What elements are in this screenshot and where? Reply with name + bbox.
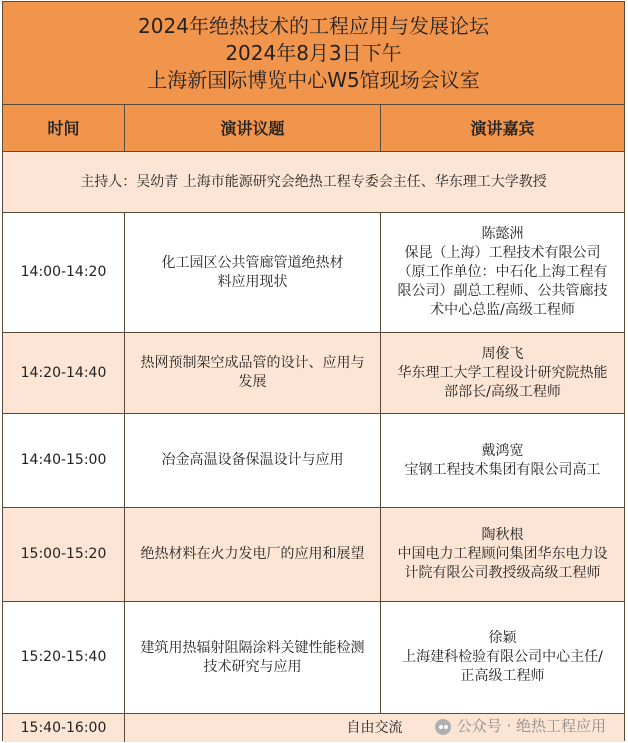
closing-time: 15:40-16:00 bbox=[3, 714, 125, 742]
session-topic-text: 热网预制架空成品管的设计、应用与发展 bbox=[140, 355, 365, 390]
speaker-name: 周俊飞 bbox=[481, 345, 524, 362]
session-speaker bbox=[381, 213, 624, 333]
session-topic-text: 化工园区公共管廊管道绝热材料应用现状 bbox=[161, 254, 344, 290]
title-line-1: 2024年绝热技术的工程应用与发展论坛 bbox=[138, 13, 489, 38]
column-header-speaker: 演讲嘉宾 bbox=[381, 105, 624, 152]
session-speaker bbox=[381, 602, 624, 714]
speaker-name: 徐颖 bbox=[488, 630, 517, 646]
closing-topic-text: 自由交流 bbox=[346, 719, 403, 736]
session-topic bbox=[125, 602, 381, 714]
closing-topic bbox=[125, 714, 624, 742]
speaker-affiliation: 中国电力工程顾问集团华东电力设计院有限公司教授级高级工程师 bbox=[397, 546, 608, 581]
session-time: 15:00-15:20 bbox=[3, 508, 125, 602]
session-topic bbox=[125, 213, 381, 333]
table-title bbox=[3, 2, 624, 105]
session-time: 14:20-14:40 bbox=[3, 333, 125, 414]
column-header-topic: 演讲议题 bbox=[125, 105, 381, 152]
host-row: 主持人：吴幼青 上海市能源研究会绝热工程专委会主任、华东理工大学教授 bbox=[3, 152, 624, 213]
wechat-icon bbox=[435, 719, 451, 735]
speaker-affiliation: 华东理工大学工程设计研究院热能部部长/高级工程师 bbox=[397, 364, 608, 400]
title-line-3: 上海新国际博览中心W5馆现场会议室 bbox=[147, 67, 480, 92]
session-topic-text: 冶金高温设备保温设计与应用 bbox=[161, 452, 344, 468]
column-header-time: 时间 bbox=[3, 105, 125, 152]
speaker-name: 陶秋根 bbox=[481, 527, 524, 543]
session-time: 15:20-15:40 bbox=[3, 602, 125, 714]
session-topic bbox=[125, 414, 381, 508]
watermark bbox=[435, 717, 606, 736]
session-time: 14:40-15:00 bbox=[3, 414, 125, 508]
session-topic bbox=[125, 333, 381, 414]
speaker-name: 陈懿洲 bbox=[481, 226, 524, 242]
session-topic bbox=[125, 508, 381, 602]
title-line-2: 2024年8月3日下午 bbox=[225, 40, 402, 65]
session-speaker bbox=[381, 414, 624, 508]
session-topic-text: 绝热材料在火力发电厂的应用和展望 bbox=[140, 546, 365, 562]
session-topic-text: 建筑用热辐射阻隔涂料关键性能检测技术研究与应用 bbox=[140, 639, 365, 675]
speaker-name: 戴鸿宽 bbox=[481, 442, 524, 459]
session-time: 14:00-14:20 bbox=[3, 213, 125, 333]
forum-schedule-table bbox=[2, 1, 625, 741]
session-speaker bbox=[381, 508, 624, 602]
watermark-text: 公众号 · 绝热工程应用 bbox=[456, 717, 606, 735]
speaker-affiliation: 保昆（上海）工程技术有限公司（原工作单位：中石化上海工程有限公司）副总工程师、公共管廊技术中心总监/高级工程师 bbox=[397, 245, 608, 318]
speaker-affiliation: 上海建科检验有限公司中心主任/正高级工程师 bbox=[402, 649, 603, 684]
session-speaker bbox=[381, 333, 624, 414]
speaker-affiliation: 宝钢工程技术集团有限公司高工 bbox=[404, 461, 601, 478]
